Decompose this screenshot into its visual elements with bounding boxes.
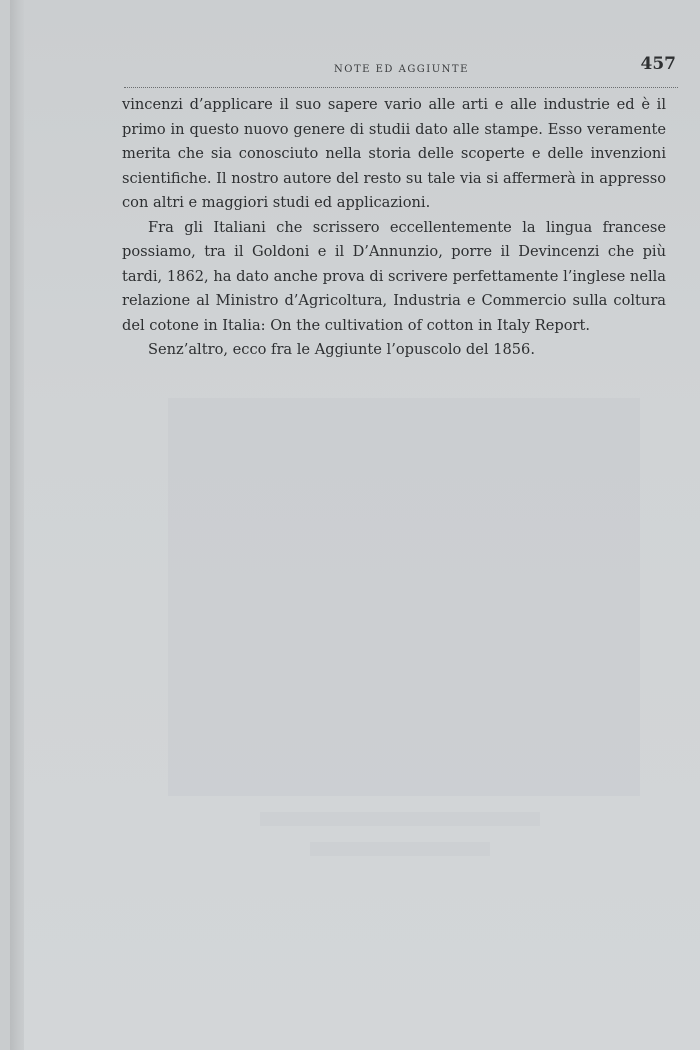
running-title: NOTE ED AGGIUNTE [334, 64, 469, 75]
show-through-caption [260, 812, 540, 826]
body-text [122, 93, 666, 363]
paragraph-italiani: Fra gli Italiani che scrissero eccellentemente la lingua francese possiamo, tra il Goldoni e il D’Annunzio, porre il Devincenzi che più tardi, 1862, ha dato anche prova di scrivere perfettamente l’inglese nella relazione al Ministro d’Agricoltura, Industria e Commercio sulla coltura del cotone in Italia: On the cultivation of cotton in Italy Report. [122, 218, 666, 334]
show-through-plate [168, 398, 640, 796]
paragraph-senzaltro: Senz’altro, ecco fra le Aggiunte l’opuscolo del 1856. [148, 341, 535, 358]
page-header [122, 52, 678, 82]
page-number: 457 [640, 54, 676, 74]
paragraph-continuation: vincenzi d’applicare il suo sapere vario alle arti e alle industrie ed è il primo in questo nuovo genere di studii dato alle stampe. Esso veramente merita che sia conosciuto nella storia delle scoperte e delle invenzioni scientifiche. Il nostro autore del resto su tale via si affermerà in appresso con altri e maggiori studi ed applicazioni. [122, 96, 666, 211]
header-dotted-rule [124, 87, 678, 88]
show-through-caption-second [310, 842, 490, 856]
page-gutter-edge [10, 0, 24, 1050]
